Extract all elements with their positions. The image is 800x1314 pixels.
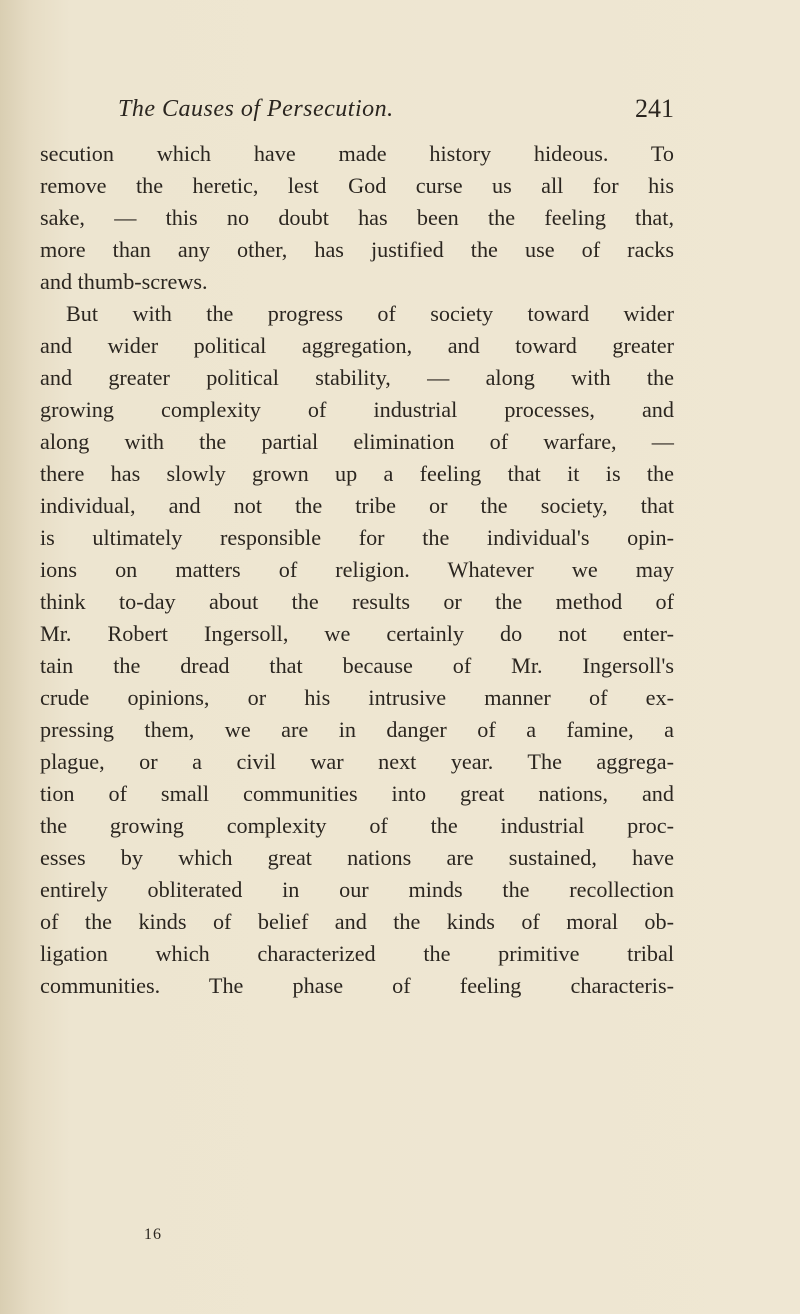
text-line: of the kinds of belief and the kinds of moral ob- xyxy=(40,909,674,934)
text-line: entirely obliterated in our minds the recollection xyxy=(40,877,674,902)
signature-mark: 16 xyxy=(144,1226,162,1243)
text-line: tain the dread that because of Mr. Ingersoll's xyxy=(40,653,674,678)
text-line: Mr. Robert Ingersoll, we certainly do not enter- xyxy=(40,621,674,646)
running-title: The Causes of Persecution. xyxy=(118,96,394,122)
text-line: plague, or a civil war next year. The aggrega- xyxy=(40,749,674,774)
text-line: more than any other, has justified the use of racks xyxy=(40,237,674,262)
text-line: secution which have made history hideous. To xyxy=(40,141,674,166)
text-line: individual, and not the tribe or the society, that xyxy=(40,493,674,518)
text-line: crude opinions, or his intrusive manner of ex- xyxy=(40,685,674,710)
text-line: esses by which great nations are sustained, have xyxy=(40,845,674,870)
text-line: But with the progress of society toward wider xyxy=(66,301,674,326)
page-header xyxy=(118,96,674,136)
text-line: think to-day about the results or the method of xyxy=(40,589,674,614)
text-line: communities. The phase of feeling characteris- xyxy=(40,973,674,998)
text-line: the growing complexity of the industrial proc- xyxy=(40,813,674,838)
text-line: along with the partial elimination of warfare, — xyxy=(40,429,674,454)
text-line: pressing them, we are in danger of a famine, a xyxy=(40,717,674,742)
text-line: and greater political stability, — along with the xyxy=(40,365,674,390)
text-line: ligation which characterized the primitive tribal xyxy=(40,941,674,966)
text-line: is ultimately responsible for the individual's opin- xyxy=(40,525,674,550)
text-line: tion of small communities into great nations, and xyxy=(40,781,674,806)
text-line: sake, — this no doubt has been the feeling that, xyxy=(40,205,674,230)
text-line: growing complexity of industrial processes, and xyxy=(40,397,674,422)
page-number: 241 xyxy=(635,94,674,123)
text-line: and thumb-screws. xyxy=(40,269,208,294)
text-line: ions on matters of religion. Whatever we may xyxy=(40,557,674,582)
text-line: remove the heretic, lest God curse us all for his xyxy=(40,173,674,198)
text-line: and wider political aggregation, and toward greater xyxy=(40,333,674,358)
body-text xyxy=(40,138,674,1002)
text-line: there has slowly grown up a feeling that it is the xyxy=(40,461,674,486)
